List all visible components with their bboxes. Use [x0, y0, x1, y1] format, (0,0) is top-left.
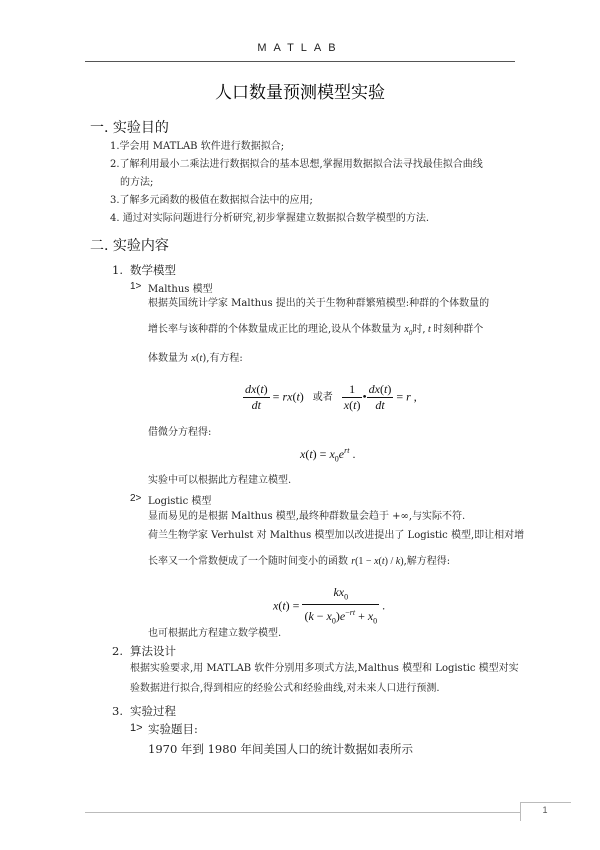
- logistic-solution-equation: x(t) = $\frac{kx_0}{(k - x_0)e^{-rt} + x_0}$ .: [273, 585, 386, 626]
- question-label-1: 1>: [130, 722, 143, 734]
- malthus-diffeq-intro: 借微分方程得:: [148, 427, 212, 438]
- logistic-paragraph-line3: 长率又一个常数便成了一个随时间变小的函数 r(1 − x(t) / k),解方程得:: [148, 556, 451, 567]
- purpose-item-3: 3.了解多元函数的极值在数据拟合法中的应用;: [110, 195, 313, 206]
- section-heading-content: 二. 实验内容: [90, 238, 169, 254]
- malthus-paragraph-line3: 体数量为 x(t),有方程:: [148, 353, 243, 364]
- logistic-paragraph-line1: 显而易见的是根据 Malthus 模型,最终种群数量会趋于 +∞,与实际不符.: [148, 511, 466, 522]
- purpose-item-4: 4. 通过对实际问题进行分析研究,初步掌握建立数据拟合数学模型的方法.: [110, 213, 430, 224]
- section-heading-purpose: 一. 实验目的: [90, 120, 169, 136]
- malthus-paragraph-line1: 根据英国统计学家 Malthus 提出的关于生物种群繁殖模型:种群的个体数量的: [148, 298, 490, 309]
- model-label-2: 2>: [130, 493, 142, 504]
- logistic-rate-expression: r(1 − x(t) / k): [351, 556, 404, 567]
- question-title: 实验题目:: [148, 722, 198, 736]
- x-of-t-symbol: x: [191, 353, 196, 364]
- purpose-item-2-cont: 的方法;: [120, 177, 154, 188]
- malthus-paragraph-line2: 增长率与该种群的个体数量成正比的理论,设从个体数量为 $x_0$时, t 时刻种群个: [148, 324, 484, 337]
- subsection-title-process: 实验过程: [130, 704, 176, 718]
- header-rule: [85, 61, 515, 62]
- algorithm-paragraph-line1: 根据实验要求,用 MATLAB 软件分别用多项式方法,Malthus 模型和 Logistic 模型对实: [130, 663, 519, 674]
- page-number: 1: [542, 805, 548, 815]
- purpose-item-1: 1.学会用 MATLAB 软件进行数据拟合;: [110, 141, 285, 152]
- model-title-malthus: Malthus 模型: [148, 284, 213, 295]
- model-title-logistic: Logistic 模型: [148, 496, 212, 507]
- subsection-number-3: 3.: [112, 704, 123, 718]
- subsection-title-algorithm: 算法设计: [130, 644, 176, 658]
- malthus-conclusion: 实验中可以根据此方程建立模型.: [148, 475, 292, 486]
- algorithm-paragraph-line2: 验数据进行拟合,得到相应的经验公式和经验曲线,对未来人口进行预测.: [130, 683, 440, 694]
- logistic-conclusion: 也可根据此方程建立数学模型.: [148, 628, 282, 639]
- t-symbol: t: [425, 324, 434, 335]
- running-header: MATLAB: [257, 42, 343, 54]
- footer-rule: [85, 812, 520, 813]
- subsection-number-1: 1.: [112, 263, 123, 277]
- document-title: 人口数量预测模型实验: [215, 83, 385, 103]
- purpose-item-2: 2.了解利用最小二乘法进行数据拟合的基本思想,掌握用数据拟合法寻找最佳拟合曲线: [110, 159, 483, 170]
- question-text: 1970 年到 1980 年间美国人口的统计数据如表所示: [148, 742, 413, 756]
- x0-symbol: $x_0$: [404, 324, 413, 337]
- subsection-number-2: 2.: [112, 644, 123, 658]
- malthus-equation: $\frac{dx(t)}{dt}$ = rx(t) 或者 $\frac{1}{x(t)}$ • $\frac{dx(t)}{dt}$ = r ,: [245, 382, 417, 412]
- model-label-1: 1>: [130, 281, 142, 292]
- logistic-paragraph-line2: 荷兰生物学家 Verhulst 对 Malthus 模型加以改进提出了 Logistic 模型,即让相对增: [148, 530, 525, 541]
- malthus-solution-equation: $x(t) = x_0e^{rt}$ .: [300, 446, 356, 464]
- subsection-title-math-model: 数学模型: [130, 263, 176, 277]
